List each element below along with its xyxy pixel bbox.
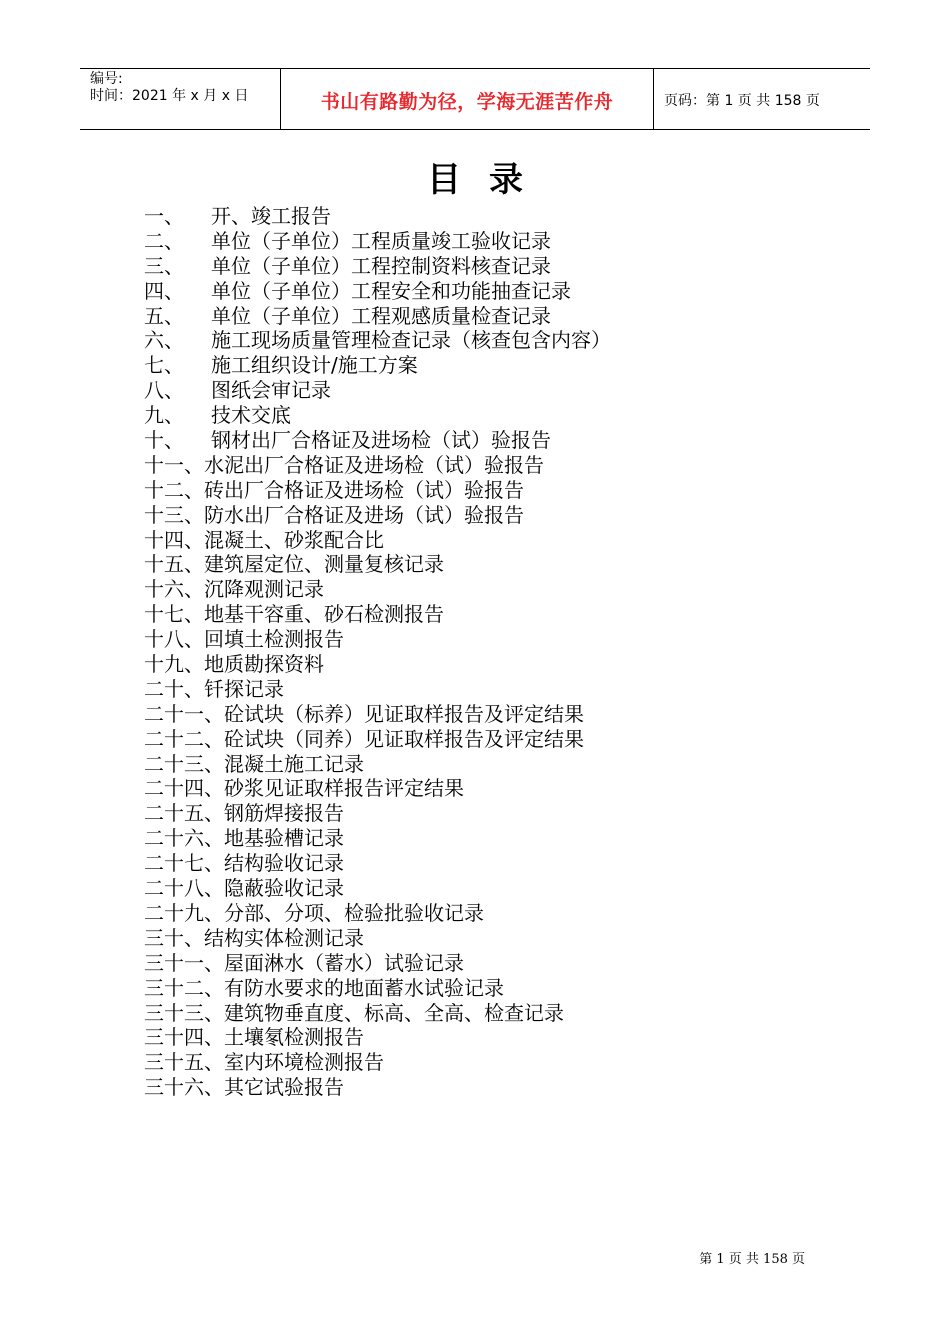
toc-item-number: 九、 [144, 403, 184, 428]
toc-item-number: 三十、 [144, 925, 204, 950]
toc-item-title: 混凝土施工记录 [224, 751, 364, 776]
toc-item-title: 结构验收记录 [224, 851, 344, 876]
toc-item [144, 1001, 611, 1026]
toc-item-title: 地质勘探资料 [204, 652, 324, 677]
toc-item-title: 地基验槽记录 [224, 826, 344, 851]
toc-item [144, 926, 611, 951]
toc-item-number: 七、 [144, 353, 184, 378]
document-date: 时间：2021 年 x 月 x 日 [90, 88, 249, 104]
toc-item-title: 混凝土、砂浆配合比 [204, 527, 384, 552]
toc-item-number: 二十、 [144, 676, 204, 701]
toc-item-title: 砂浆见证取样报告评定结果 [224, 776, 464, 801]
toc-item-title: 施工现场质量管理检查记录（核查包含内容） [211, 328, 611, 353]
toc-item [144, 378, 611, 403]
toc-item-title: 图纸会审记录 [211, 378, 331, 403]
header-page-info: 页码：第 1 页 共 158 页 [664, 93, 820, 109]
toc-item-number: 十五、 [144, 552, 204, 577]
page-header [80, 68, 870, 130]
toc-item-number: 三十五、 [144, 1050, 224, 1075]
toc-item [144, 552, 611, 577]
toc-item-title: 砖出厂合格证及进场检（试）验报告 [204, 477, 524, 502]
toc-item [144, 254, 611, 279]
toc-item-title: 防水出厂合格证及进场（试）验报告 [204, 502, 524, 527]
toc-item [144, 577, 611, 602]
page-footer: 第 1 页 共 158 页 [699, 1252, 805, 1267]
toc-item-title: 建筑屋定位、测量复核记录 [204, 552, 444, 577]
toc-item-number: 十三、 [144, 502, 204, 527]
toc-item-title: 沉降观测记录 [204, 577, 324, 602]
toc-item [144, 752, 611, 777]
toc-item-number: 五、 [144, 303, 184, 328]
toc-item-title: 单位（子单位）工程控制资料核查记录 [211, 253, 551, 278]
toc-item [144, 876, 611, 901]
toc-item-number: 十二、 [144, 477, 204, 502]
toc-item-number: 三十一、 [144, 950, 224, 975]
toc-item-number: 二十三、 [144, 751, 224, 776]
toc-item [144, 478, 611, 503]
toc-item [144, 652, 611, 677]
toc-item-title: 建筑物垂直度、标高、全高、检查记录 [224, 1000, 564, 1025]
toc-item-number: 三、 [144, 253, 184, 278]
table-of-contents [144, 204, 611, 1100]
toc-item [144, 801, 611, 826]
toc-item [144, 901, 611, 926]
header-motto: 书山有路勤为径，学海无涯苦作舟 [281, 69, 654, 129]
toc-item-title: 钎探记录 [204, 676, 284, 701]
toc-item-title: 钢筋焊接报告 [224, 801, 344, 826]
toc-item-title: 水泥出厂合格证及进场检（试）验报告 [204, 452, 544, 477]
toc-item [144, 776, 611, 801]
toc-item-number: 十六、 [144, 577, 204, 602]
toc-item-title: 结构实体检测记录 [204, 925, 364, 950]
toc-item [144, 304, 611, 329]
header-meta [80, 69, 281, 129]
toc-item-number: 二十四、 [144, 776, 224, 801]
toc-item-title: 屋面淋水（蓄水）试验记录 [224, 950, 464, 975]
toc-item-number: 一、 [144, 204, 184, 228]
toc-item-title: 其它试验报告 [224, 1075, 344, 1100]
toc-item [144, 1075, 611, 1100]
toc-item [144, 204, 611, 229]
document-number-label: 编号: [90, 71, 123, 87]
toc-item [144, 528, 611, 553]
page-title: 目录 [427, 160, 551, 200]
toc-item-title: 施工组织设计/施工方案 [211, 353, 418, 378]
toc-item [144, 428, 611, 453]
toc-item-title: 砼试块（标养）见证取样报告及评定结果 [224, 701, 584, 726]
toc-item [144, 602, 611, 627]
toc-item-title: 单位（子单位）工程质量竣工验收记录 [211, 228, 551, 253]
toc-item [144, 403, 611, 428]
toc-item-number: 六、 [144, 328, 184, 353]
toc-item-number: 二十五、 [144, 801, 224, 826]
toc-item [144, 627, 611, 652]
toc-item [144, 328, 611, 353]
toc-item-number: 八、 [144, 378, 184, 403]
toc-item-title: 回填土检测报告 [204, 627, 344, 652]
toc-item-number: 三十六、 [144, 1075, 224, 1100]
toc-item [144, 951, 611, 976]
toc-item-number: 四、 [144, 278, 184, 303]
toc-item [144, 353, 611, 378]
toc-item-title: 分部、分项、检验批验收记录 [224, 900, 484, 925]
toc-item-title: 技术交底 [211, 403, 291, 428]
toc-item [144, 503, 611, 528]
toc-item [144, 677, 611, 702]
toc-item [144, 976, 611, 1001]
toc-item-number: 二十八、 [144, 876, 224, 901]
toc-item [144, 826, 611, 851]
toc-item-title: 室内环境检测报告 [224, 1050, 384, 1075]
toc-item-number: 三十二、 [144, 975, 224, 1000]
toc-item-title: 钢材出厂合格证及进场检（试）验报告 [211, 428, 551, 453]
toc-item [144, 279, 611, 304]
toc-item [144, 702, 611, 727]
toc-item-title: 有防水要求的地面蓄水试验记录 [224, 975, 504, 1000]
toc-item-number: 三十四、 [144, 1025, 224, 1050]
toc-item-number: 二十一、 [144, 701, 224, 726]
toc-item-number: 三十三、 [144, 1000, 224, 1025]
toc-item-number: 十九、 [144, 652, 204, 677]
toc-item [144, 229, 611, 254]
toc-item-title: 隐蔽验收记录 [224, 876, 344, 901]
toc-item-title: 砼试块（同养）见证取样报告及评定结果 [224, 726, 584, 751]
toc-item-number: 二十九、 [144, 900, 224, 925]
toc-item-number: 二、 [144, 228, 184, 253]
toc-item-number: 十七、 [144, 602, 204, 627]
toc-item-title: 单位（子单位）工程安全和功能抽查记录 [211, 278, 571, 303]
toc-item [144, 1025, 611, 1050]
toc-item-number: 十一、 [144, 452, 204, 477]
toc-item-number: 十四、 [144, 527, 204, 552]
toc-item [144, 453, 611, 478]
toc-item-title: 土壤氡检测报告 [224, 1025, 364, 1050]
toc-item [144, 727, 611, 752]
toc-item-number: 二十六、 [144, 826, 224, 851]
toc-item-title: 开、竣工报告 [211, 204, 331, 228]
toc-item [144, 851, 611, 876]
toc-item [144, 1050, 611, 1075]
toc-item-number: 二十二、 [144, 726, 224, 751]
toc-item-number: 十、 [144, 428, 184, 453]
toc-item-number: 二十七、 [144, 851, 224, 876]
toc-item-title: 单位（子单位）工程观感质量检查记录 [211, 303, 551, 328]
toc-item-number: 十八、 [144, 627, 204, 652]
toc-item-title: 地基干容重、砂石检测报告 [204, 602, 444, 627]
